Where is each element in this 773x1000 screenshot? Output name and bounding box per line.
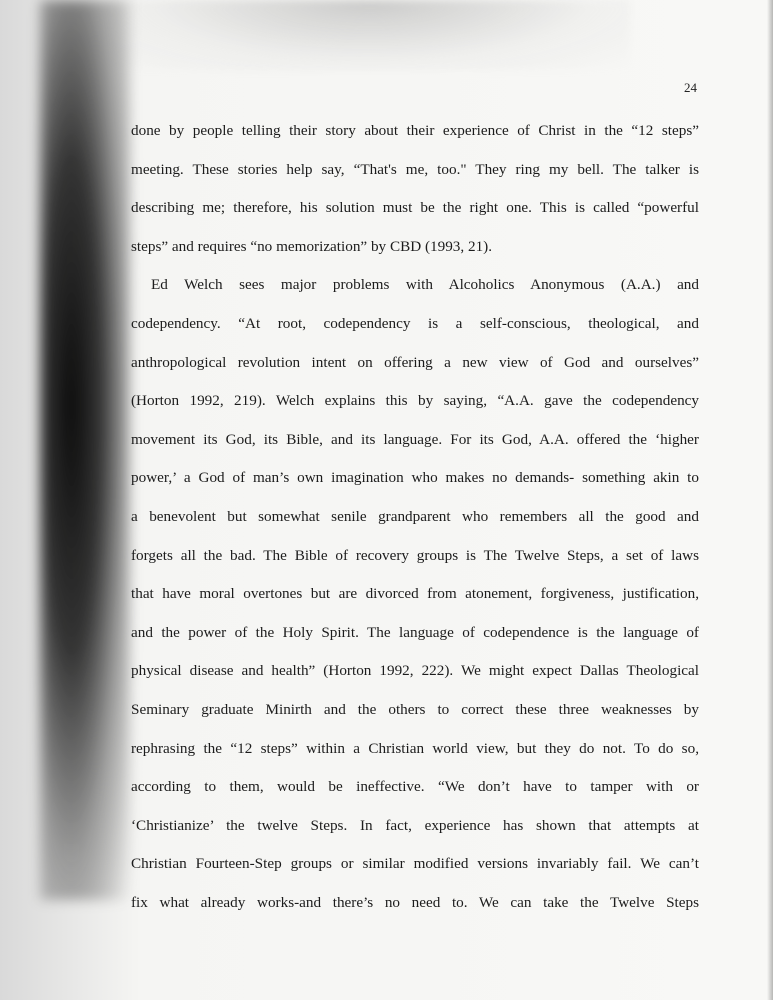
text-line: (Horton 1992, 219). Welch explains this by saying, “A.A. gave the codependency: [131, 392, 699, 410]
text-line: and the power of the Holy Spirit. The language of codependence is the language of: [131, 623, 699, 641]
text-line: meeting. These stories help say, “That's me, too." They ring my bell. The talker is: [131, 160, 699, 178]
text-line: power,’ a God of man’s own imagination who makes no demands- something akin to: [131, 469, 699, 487]
scan-smudge: [110, 0, 630, 70]
text-line: Christian Fourteen-Step groups or similar modified versions invariably fail. We can’t: [131, 855, 699, 873]
page-edge-shadow: [767, 0, 773, 1000]
text-line: a benevolent but somewhat senile grandparent who remembers all the good and: [131, 507, 699, 525]
text-line: anthropological revolution intent on offering a new view of God and ourselves”: [131, 353, 699, 371]
text-line: that have moral overtones but are divorced from atonement, forgiveness, justification,: [131, 585, 699, 603]
binding-shadow: [40, 0, 130, 900]
text-line: ‘Christianize’ the twelve Steps. In fact, experience has shown that attempts at: [131, 816, 699, 834]
text-line: fix what already works-and there’s no need to. We can take the Twelve Steps: [131, 893, 699, 911]
text-line: done by people telling their story about their experience of Christ in the “12 steps”: [131, 122, 699, 139]
text-line: describing me; therefore, his solution must be the right one. This is called “powerful: [131, 199, 699, 217]
text-line: Ed Welch sees major problems with Alcoholics Anonymous (A.A.) and: [151, 276, 699, 294]
text-line: forgets all the bad. The Bible of recovery groups is The Twelve Steps, a set of laws: [131, 546, 699, 564]
body-text: [131, 112, 699, 922]
text-line: codependency. “At root, codependency is a self-conscious, theological, and: [131, 314, 699, 332]
page-number: 24: [684, 80, 697, 95]
text-line: steps” and requires “no memorization” by CBD (1993, 21).: [131, 237, 493, 255]
text-line: movement its God, its Bible, and its language. For its God, A.A. offered the ‘higher: [131, 430, 699, 448]
text-line: physical disease and health” (Horton 1992, 222). We might expect Dallas Theological: [131, 662, 699, 680]
text-line: according to them, would be ineffective. “We don’t have to tamper with or: [131, 778, 699, 796]
text-line: Seminary graduate Minirth and the others to correct these three weaknesses by: [131, 700, 699, 718]
text-line: rephrasing the “12 steps” within a Christian world view, but they do not. To do so,: [131, 739, 699, 757]
